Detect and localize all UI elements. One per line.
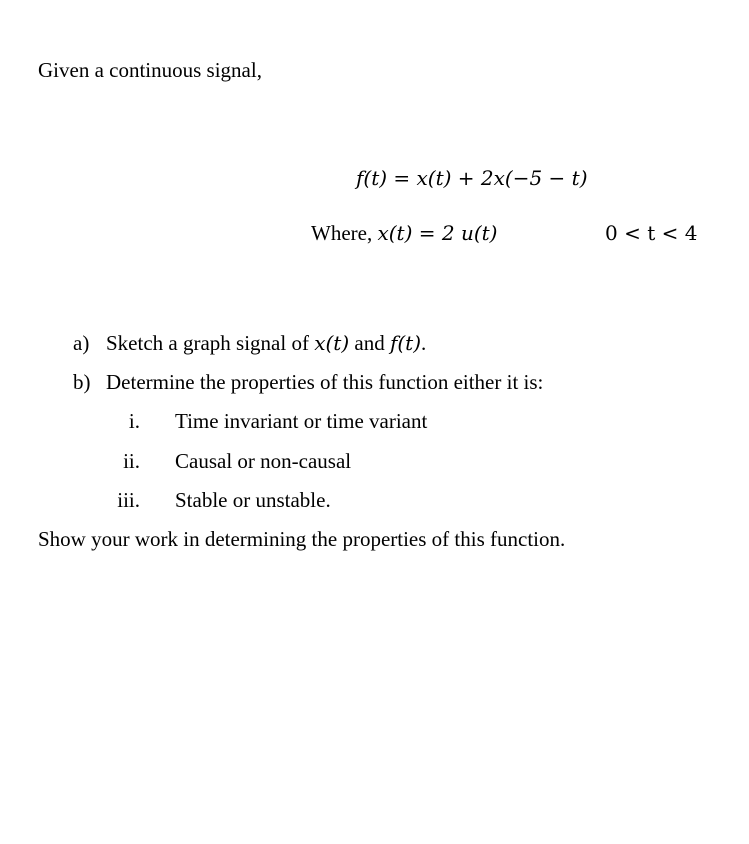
subitem-i-marker: i.: [128, 409, 140, 433]
question-a-text-mid: and: [354, 331, 385, 355]
question-a-math-x: x(t): [314, 331, 350, 355]
footer-instruction: Show your work in determining the properties of this function.: [38, 527, 566, 551]
subitem-iii-text: Stable or unstable.: [175, 488, 331, 512]
question-b-marker: b): [73, 370, 91, 394]
question-a-text: [106, 333, 426, 354]
main-equation: f(t) = x(t) + 2x(−5 − t): [356, 166, 588, 190]
intro-text: Given a continuous signal,: [38, 58, 262, 82]
x-definition: x(t) = 2 u(t): [377, 221, 498, 245]
time-range: 0 < t < 4: [605, 221, 698, 245]
where-label: Where,: [311, 221, 373, 245]
subitem-i-text: Time invariant or time variant: [175, 409, 428, 433]
question-a-marker: a): [73, 331, 90, 355]
subitem-iii-marker: iii.: [117, 488, 140, 512]
where-line: [311, 223, 497, 244]
question-a-math-f: f(t): [389, 331, 421, 355]
question-a-text-before: Sketch a graph signal of: [106, 331, 309, 355]
question-b-text: Determine the properties of this function either it is:: [106, 370, 544, 394]
question-a-text-after: .: [421, 331, 427, 355]
subitem-ii-marker: ii.: [123, 449, 140, 473]
subitem-ii-text: Causal or non-causal: [175, 449, 352, 473]
